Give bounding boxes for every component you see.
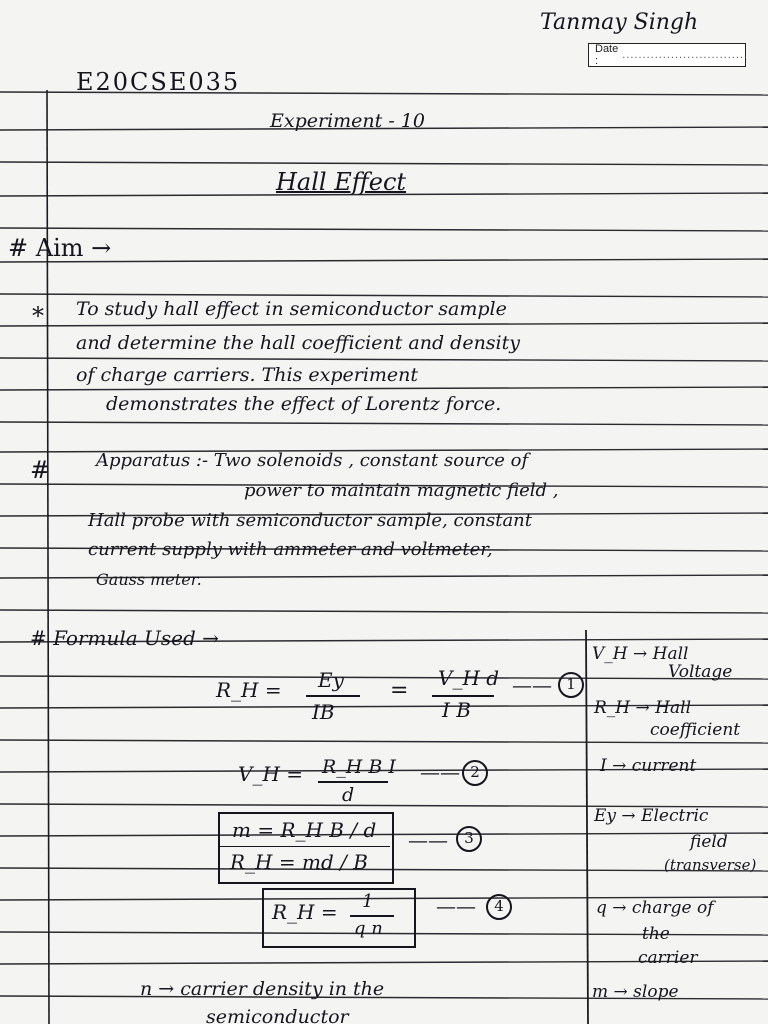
eq1-frac1-bar xyxy=(306,694,360,698)
apparatus-line-4: current supply with ammeter and voltmeter, xyxy=(88,539,493,560)
legend-ey-3: (transverse) xyxy=(664,856,757,874)
aim-heading: # Aim → xyxy=(8,234,112,262)
legend-vh: V_H → Hall xyxy=(592,644,689,664)
eq2-number xyxy=(462,760,488,786)
legend-vh-2: Voltage xyxy=(668,662,733,682)
eq4-dash: —— xyxy=(436,894,476,918)
legend-q: q → charge of xyxy=(596,898,714,918)
legend-m: m → slope xyxy=(592,982,679,1002)
eq1-number xyxy=(558,672,584,698)
eq3-divider xyxy=(218,846,390,847)
eq1-frac2-num: V_H d xyxy=(438,666,500,690)
eq4-number-label: 4 xyxy=(486,894,512,920)
aim-bullet: * xyxy=(32,302,44,330)
eq4-den: q n xyxy=(354,918,383,939)
carrier-density-note: n → carrier density in the xyxy=(140,978,385,1000)
eq2-lhs: V_H = xyxy=(238,762,303,786)
margin-line xyxy=(47,90,49,1024)
legend-rh-2: coefficient xyxy=(650,720,741,740)
eq2-num: R_H B I xyxy=(322,756,396,778)
formula-heading: # Formula Used → xyxy=(30,626,219,650)
eq1-frac1-num: Ey xyxy=(318,668,344,692)
eq2-number-label: 2 xyxy=(462,760,488,786)
ruled-line xyxy=(0,358,768,361)
ruled-line xyxy=(0,259,768,262)
apparatus-line-5: Gauss meter. xyxy=(96,570,202,589)
aim-line-4: demonstrates the effect of Lorentz force. xyxy=(106,393,502,415)
legend-q-3: carrier xyxy=(638,948,698,968)
legend-rh: R_H → Hall xyxy=(594,698,692,718)
eq1-lhs: R_H = xyxy=(216,678,282,702)
eq1-frac2-den: I B xyxy=(442,698,471,722)
ruled-line xyxy=(0,228,768,231)
eq4-num: 1 xyxy=(362,891,374,912)
carrier-density-note-2: semiconductor xyxy=(206,1006,349,1024)
date-value: ............................... xyxy=(622,49,748,61)
eq1-eq: = xyxy=(390,678,409,703)
legend-q-2: the xyxy=(642,924,670,944)
eq3-number xyxy=(456,826,482,852)
aim-line-2: and determine the hall coefficient and density xyxy=(76,332,521,354)
ruled-line xyxy=(0,387,768,390)
eq3-number-label: 3 xyxy=(456,826,482,852)
eq2-den: d xyxy=(342,784,355,806)
ruled-line xyxy=(0,323,768,326)
aim-line-1: To study hall effect in semiconductor sample xyxy=(76,298,507,320)
eq4-lhs: R_H = xyxy=(272,900,338,924)
ruled-line xyxy=(0,610,768,613)
eq1-dash: —— xyxy=(512,673,552,697)
roll-number: E20CSE035 xyxy=(76,68,241,96)
experiment-number: Experiment - 10 xyxy=(270,110,425,132)
legend-ey: Ey → Electric xyxy=(594,806,709,826)
eq2-dash: —— xyxy=(420,760,460,784)
eq3-line-2: R_H = md / B xyxy=(230,850,368,874)
ruled-line xyxy=(0,162,768,165)
ruled-line xyxy=(0,740,768,743)
eq3-line-1: m = R_H B / d xyxy=(232,818,377,842)
apparatus-line-2: power to maintain magnetic field , xyxy=(244,480,559,501)
legend-ey-2: field xyxy=(690,832,728,852)
apparatus-line-1: Apparatus :- Two solenoids , constant source of xyxy=(96,450,529,471)
eq4-number xyxy=(486,894,512,920)
eq1-frac1-den: IB xyxy=(312,700,335,724)
ruled-line xyxy=(0,422,768,425)
date-field xyxy=(588,43,746,67)
aim-line-3: of charge carriers. This experiment xyxy=(76,364,419,386)
legend-divider xyxy=(586,630,588,1024)
eq3-dash: —— xyxy=(408,828,448,852)
ruled-line xyxy=(0,676,768,679)
page-title: Hall Effect xyxy=(276,168,407,196)
date-label: Date : xyxy=(595,43,619,67)
eq1-number-label: 1 xyxy=(558,672,584,698)
apparatus-line-3: Hall probe with semiconductor sample, constant xyxy=(88,510,533,531)
ruled-line xyxy=(0,294,768,297)
apparatus-marker: # xyxy=(30,456,51,484)
author-signature: Tanmay Singh xyxy=(540,10,699,35)
legend-i: I → current xyxy=(600,756,697,776)
